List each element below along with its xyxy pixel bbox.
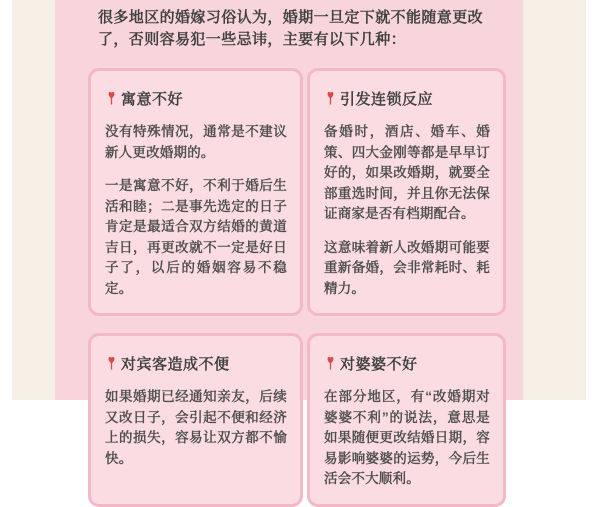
card-paragraph: 没有特殊情况，通常是不建议新人更改婚期的。 <box>105 124 287 160</box>
card-title-label: 寓意不好 <box>121 91 184 108</box>
card-bad-meaning <box>88 68 303 316</box>
card-paragraph: 在部分地区，有“改婚期对婆婆不利”的说法，意思是如果随便更改结婚日期，容易影响婆婆的运势，今后生活会不大顺利。 <box>324 389 490 486</box>
card-title-label: 引发连锁反应 <box>340 91 434 108</box>
rose-heart-icon <box>105 354 118 371</box>
card-chain-reaction <box>307 68 506 316</box>
rose-heart-icon <box>324 89 337 106</box>
card-title <box>324 88 490 109</box>
card-title-label: 对婆婆不好 <box>340 356 418 373</box>
card-guest-inconvenience <box>88 333 303 507</box>
card-bad-for-mother-in-law <box>307 333 506 507</box>
card-paragraph: 如果婚期已经通知亲友，后续又改日子，会引起不便和经济上的损失，容易让双方都不愉快。 <box>105 389 287 466</box>
card-paragraph: 备婚时，酒店、婚车、婚策、四大金刚等都是早早订好的，如果改婚期，就要全部重选时间，并且你无法保证商家是否有档期配合。 <box>324 124 490 221</box>
rose-heart-icon <box>324 354 337 371</box>
rose-heart-icon <box>105 89 118 106</box>
intro-text: 很多地区的婚嫁习俗认为，婚期一旦定下就不能随意更改了，否则容易犯一些忌讳，主要有以下几种： <box>98 9 484 48</box>
cards-grid <box>88 68 506 507</box>
card-paragraph: 一是寓意不好，不利于婚后生活和睦；二是事先选定的日子肯定是最适合双方结婚的黄道吉日，再更改就不一定是好日子了，以后的婚姻容易不稳定。 <box>105 178 287 296</box>
card-title-label: 对宾客造成不便 <box>121 356 230 373</box>
card-title <box>105 88 287 109</box>
card-title <box>105 353 287 374</box>
card-paragraph: 这意味着新人改婚期可能要重新备婚，会非常耗时、耗精力。 <box>324 239 490 296</box>
card-title <box>324 353 490 374</box>
